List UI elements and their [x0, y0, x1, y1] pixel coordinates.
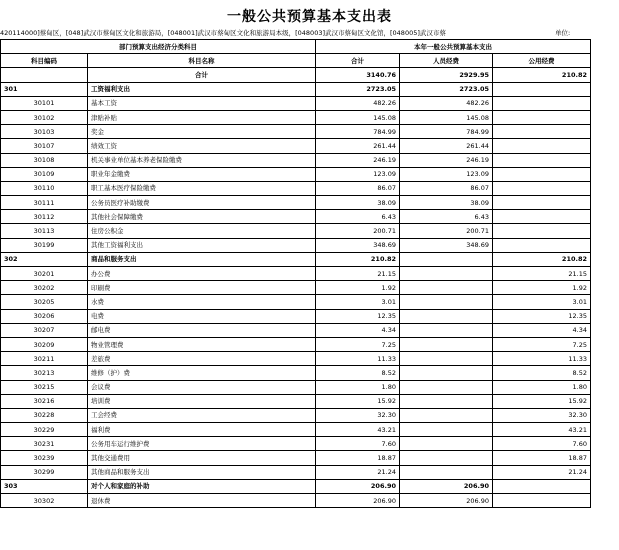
row-code: 30103: [1, 125, 88, 139]
table-row: [1, 408, 591, 422]
budget-table: [0, 39, 591, 508]
row-personnel: [400, 337, 493, 351]
table-row: [1, 494, 591, 508]
row-total: 21.24: [316, 465, 400, 479]
row-personnel: 261.44: [400, 139, 493, 153]
row-public: [493, 224, 591, 238]
table-row: [1, 210, 591, 224]
row-name: 办公费: [88, 267, 316, 281]
table-row: [1, 423, 591, 437]
row-total: 38.09: [316, 196, 400, 210]
row-public: 15.92: [493, 394, 591, 408]
page-title: 一般公共预算基本支出表: [227, 9, 392, 25]
row-total: 12.35: [316, 309, 400, 323]
table-row: [1, 196, 591, 210]
table-row: [1, 394, 591, 408]
row-personnel: [400, 267, 493, 281]
row-total: 4.34: [316, 323, 400, 337]
table-row: [1, 337, 591, 351]
row-code: 30231: [1, 437, 88, 451]
row-code: 30229: [1, 423, 88, 437]
row-personnel: [400, 281, 493, 295]
row-public: [493, 196, 591, 210]
table-row: [1, 437, 591, 451]
row-name: 职工基本医疗保险缴费: [88, 181, 316, 195]
row-personnel: [400, 323, 493, 337]
row-public: [493, 125, 591, 139]
row-personnel: [400, 309, 493, 323]
row-total: 482.26: [316, 96, 400, 110]
row-name: 培训费: [88, 394, 316, 408]
row-public: [493, 139, 591, 153]
row-name: 合计: [88, 68, 316, 82]
table-row: [1, 281, 591, 295]
row-personnel: 206.90: [400, 494, 493, 508]
row-name: 其他社会保障缴费: [88, 210, 316, 224]
row-public: 8.52: [493, 366, 591, 380]
row-total: 32.30: [316, 408, 400, 422]
row-personnel: [400, 295, 493, 309]
header-personnel: 人员经费: [400, 54, 493, 68]
report-meta: [0, 27, 619, 39]
row-total: 3.01: [316, 295, 400, 309]
row-name: 其他工资福利支出: [88, 238, 316, 252]
row-name: 津贴补贴: [88, 110, 316, 124]
row-code: 302: [1, 252, 88, 266]
row-personnel: 784.99: [400, 125, 493, 139]
table-row: [1, 82, 591, 96]
unit-label: 单位:: [555, 29, 571, 37]
row-personnel: [400, 366, 493, 380]
row-personnel: [400, 423, 493, 437]
row-code: 30112: [1, 210, 88, 224]
row-public: 18.87: [493, 451, 591, 465]
header-total: 合计: [316, 54, 400, 68]
row-public: 1.80: [493, 380, 591, 394]
row-public: 210.82: [493, 68, 591, 82]
row-public: 210.82: [493, 252, 591, 266]
row-total: 210.82: [316, 252, 400, 266]
row-name: 电费: [88, 309, 316, 323]
row-public: [493, 167, 591, 181]
row-total: 8.52: [316, 366, 400, 380]
row-code: 30207: [1, 323, 88, 337]
row-code: 30206: [1, 309, 88, 323]
row-total: 206.90: [316, 494, 400, 508]
row-code: 30211: [1, 352, 88, 366]
table-row: [1, 181, 591, 195]
table-row: [1, 380, 591, 394]
row-name: 会议费: [88, 380, 316, 394]
row-code: 30228: [1, 408, 88, 422]
row-name: 印刷费: [88, 281, 316, 295]
row-code: 30199: [1, 238, 88, 252]
table-row: [1, 451, 591, 465]
row-total: 21.15: [316, 267, 400, 281]
row-personnel: [400, 465, 493, 479]
row-total: 145.08: [316, 110, 400, 124]
table-row: [1, 352, 591, 366]
row-code: 30205: [1, 295, 88, 309]
row-name: 对个人和家庭的补助: [88, 479, 316, 493]
row-name: 邮电费: [88, 323, 316, 337]
row-name: 公务员医疗补助缴费: [88, 196, 316, 210]
table-row: [1, 309, 591, 323]
row-name: 商品和服务支出: [88, 252, 316, 266]
row-code: 30102: [1, 110, 88, 124]
row-total: 43.21: [316, 423, 400, 437]
row-personnel: 145.08: [400, 110, 493, 124]
table-row: [1, 96, 591, 110]
header-public: 公用经费: [493, 54, 591, 68]
row-public: [493, 210, 591, 224]
row-personnel: [400, 394, 493, 408]
row-name: 水费: [88, 295, 316, 309]
row-total: 1.92: [316, 281, 400, 295]
table-row: [1, 139, 591, 153]
row-public: [493, 479, 591, 493]
row-personnel: 86.07: [400, 181, 493, 195]
row-total: 246.19: [316, 153, 400, 167]
table-row: [1, 224, 591, 238]
table-row: [1, 110, 591, 124]
row-name: 差旅费: [88, 352, 316, 366]
table-row: [1, 238, 591, 252]
row-name: 其他商品和服务支出: [88, 465, 316, 479]
table-row: [1, 252, 591, 266]
header-name: 科目名称: [88, 54, 316, 68]
row-total: 18.87: [316, 451, 400, 465]
row-name: 住房公积金: [88, 224, 316, 238]
row-code: 30108: [1, 153, 88, 167]
row-public: [493, 82, 591, 96]
row-code: 30299: [1, 465, 88, 479]
header-code: 科目编码: [1, 54, 88, 68]
row-personnel: [400, 352, 493, 366]
row-code: 301: [1, 82, 88, 96]
row-code: 30216: [1, 394, 88, 408]
row-name: 物业管理费: [88, 337, 316, 351]
row-personnel: 2723.05: [400, 82, 493, 96]
table-row: [1, 366, 591, 380]
row-name: 基本工资: [88, 96, 316, 110]
row-personnel: 246.19: [400, 153, 493, 167]
row-public: [493, 238, 591, 252]
row-code: 30213: [1, 366, 88, 380]
row-personnel: [400, 437, 493, 451]
table-row: [1, 125, 591, 139]
row-name: 工资福利支出: [88, 82, 316, 96]
row-personnel: 200.71: [400, 224, 493, 238]
row-personnel: [400, 408, 493, 422]
row-total: 11.33: [316, 352, 400, 366]
table-row: [1, 465, 591, 479]
row-public: 43.21: [493, 423, 591, 437]
header-group-right: 本年一般公共预算基本支出: [316, 40, 591, 54]
row-public: [493, 110, 591, 124]
row-personnel: 206.90: [400, 479, 493, 493]
row-code: 30109: [1, 167, 88, 181]
row-total: 86.07: [316, 181, 400, 195]
table-row: [1, 323, 591, 337]
table-body: [1, 68, 591, 508]
row-total: 6.43: [316, 210, 400, 224]
row-name: 其他交通费用: [88, 451, 316, 465]
row-total: 2723.05: [316, 82, 400, 96]
row-code: 30202: [1, 281, 88, 295]
row-code: 30110: [1, 181, 88, 195]
row-total: 7.25: [316, 337, 400, 351]
row-public: [493, 494, 591, 508]
row-total: 3140.76: [316, 68, 400, 82]
row-public: 1.92: [493, 281, 591, 295]
row-code: 30107: [1, 139, 88, 153]
table-row: [1, 295, 591, 309]
table-row: [1, 153, 591, 167]
row-total: 200.71: [316, 224, 400, 238]
header-group-row: [1, 40, 591, 54]
row-personnel: 348.69: [400, 238, 493, 252]
row-personnel: 482.26: [400, 96, 493, 110]
row-name: 福利费: [88, 423, 316, 437]
row-name: 机关事业单位基本养老保险缴费: [88, 153, 316, 167]
row-personnel: 38.09: [400, 196, 493, 210]
row-public: 21.24: [493, 465, 591, 479]
row-code: 30111: [1, 196, 88, 210]
row-code: 303: [1, 479, 88, 493]
row-public: [493, 96, 591, 110]
header-row: [1, 54, 591, 68]
row-total: 1.80: [316, 380, 400, 394]
row-total: 15.92: [316, 394, 400, 408]
row-name: 绩效工资: [88, 139, 316, 153]
row-code: 30215: [1, 380, 88, 394]
row-total: 206.90: [316, 479, 400, 493]
row-code: 30113: [1, 224, 88, 238]
row-personnel: 6.43: [400, 210, 493, 224]
row-public: 7.60: [493, 437, 591, 451]
row-personnel: [400, 451, 493, 465]
row-public: 21.15: [493, 267, 591, 281]
row-name: 退休费: [88, 494, 316, 508]
row-public: 11.33: [493, 352, 591, 366]
row-public: 32.30: [493, 408, 591, 422]
row-total: 348.69: [316, 238, 400, 252]
row-name: 职业年金缴费: [88, 167, 316, 181]
row-personnel: 123.09: [400, 167, 493, 181]
row-name: 奖金: [88, 125, 316, 139]
row-code: 30302: [1, 494, 88, 508]
row-public: [493, 153, 591, 167]
table-row: [1, 167, 591, 181]
row-personnel: [400, 380, 493, 394]
row-name: 公务用车运行维护费: [88, 437, 316, 451]
row-personnel: 2929.95: [400, 68, 493, 82]
agency-list: 420114000]蔡甸区，[048]武汉市蔡甸区文化和旅游局，[048001]武汉市蔡甸区文化和旅游局本级，[048003]武汉市蔡甸区文化馆，[048005]武汉市蔡: [0, 29, 446, 37]
row-public: 12.35: [493, 309, 591, 323]
row-name: 工会经费: [88, 408, 316, 422]
row-code: [1, 68, 88, 82]
row-total: 784.99: [316, 125, 400, 139]
table-row: [1, 479, 591, 493]
header-group-left: 部门预算支出经济分类科目: [1, 40, 316, 54]
row-code: 30101: [1, 96, 88, 110]
row-public: 4.34: [493, 323, 591, 337]
row-public: 7.25: [493, 337, 591, 351]
row-name: 维修（护）费: [88, 366, 316, 380]
row-personnel: [400, 252, 493, 266]
row-code: 30209: [1, 337, 88, 351]
row-total: 123.09: [316, 167, 400, 181]
table-row: [1, 267, 591, 281]
row-public: [493, 181, 591, 195]
row-public: 3.01: [493, 295, 591, 309]
row-code: 30201: [1, 267, 88, 281]
row-total: 261.44: [316, 139, 400, 153]
table-row: [1, 68, 591, 82]
row-code: 30239: [1, 451, 88, 465]
row-total: 7.60: [316, 437, 400, 451]
